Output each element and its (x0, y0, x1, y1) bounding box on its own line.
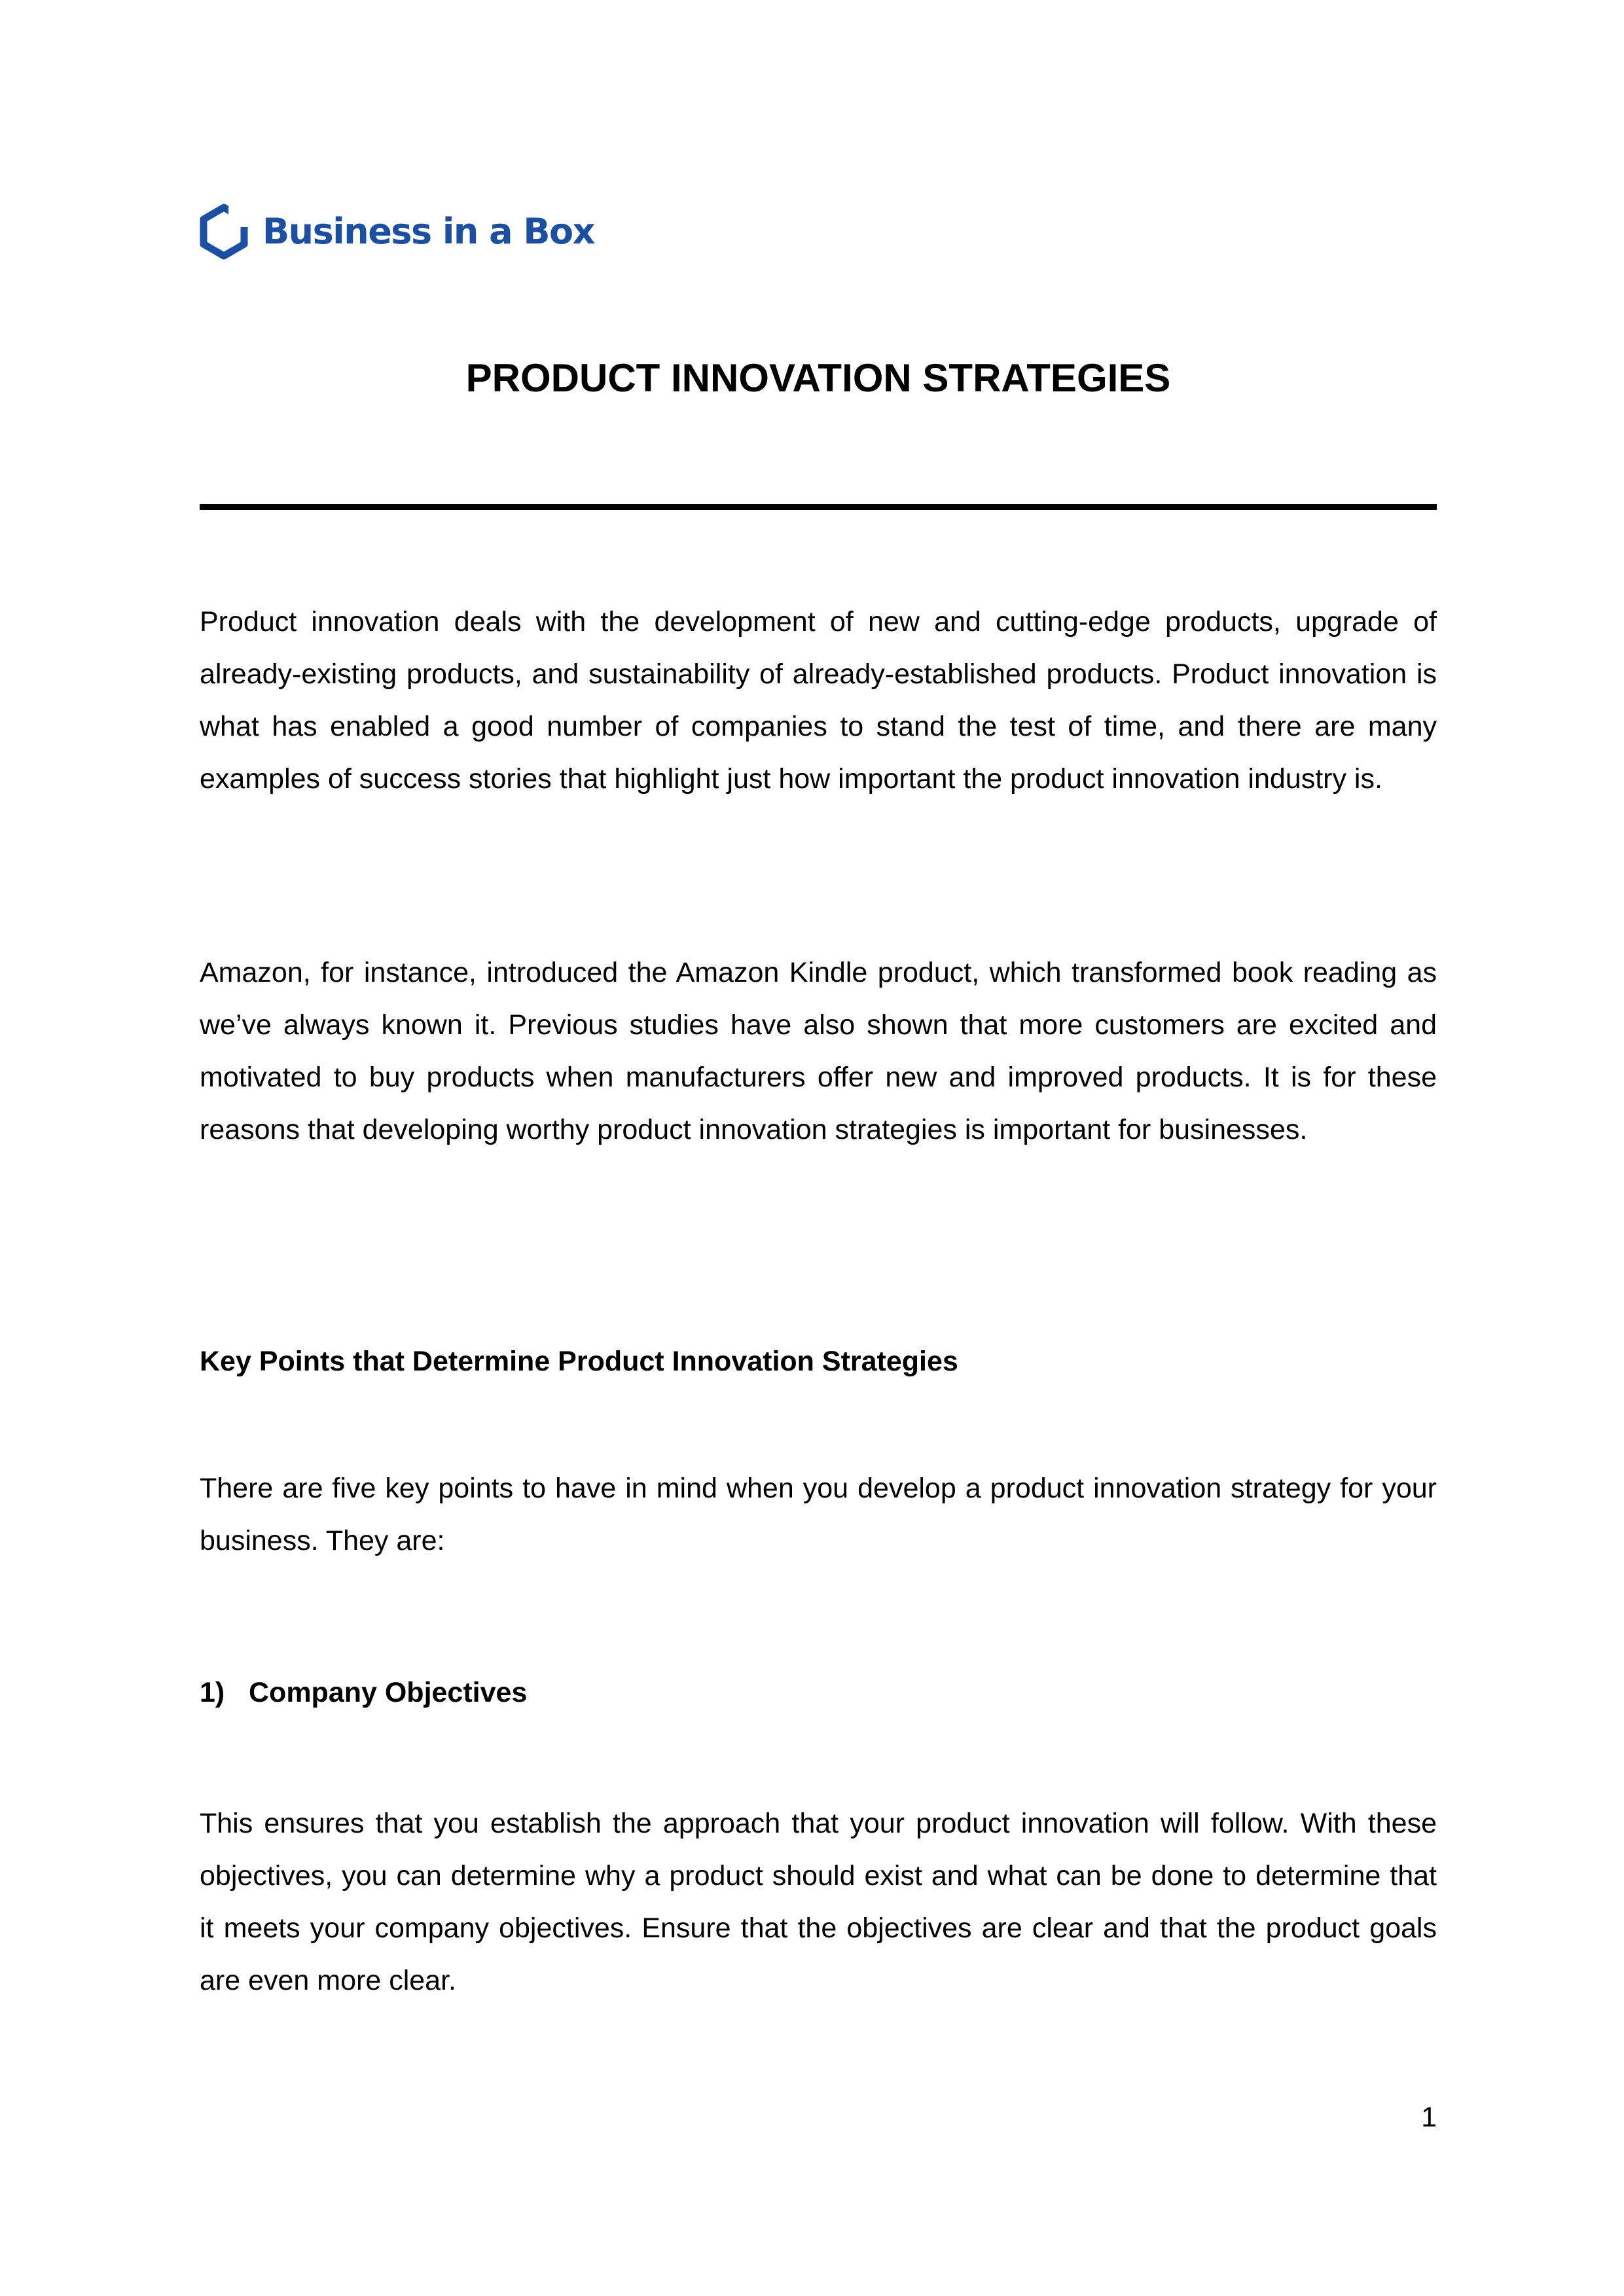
intro-paragraph: Product innovation deals with the development of new and cutting-edge products, upgrade of already-existing products, and sustainability of already-established products. Product innovation is what has enabled a good number of companies to stand the test of time, and there are many examples of success stories that highlight just how important the product innovation industry is. (200, 606, 1437, 795)
hexagon-outline-icon (200, 204, 248, 260)
point-number: 1) (200, 1677, 225, 1708)
section-intro: There are five key points to have in mind when you develop a product innovation strategy for your business. They are: (200, 1473, 1437, 1556)
amazon-paragraph: Amazon, for instance, introduced the Amazon Kindle product, which transformed book reading as we’ve always known it. Previous studies have also shown that more customers are excited and motivated to buy products when manufacturers offer new and improved products. It is for these reasons that developing worthy product innovation strategies is important for businesses. (200, 957, 1437, 1145)
document-title: PRODUCT INNOVATION STRATEGIES (465, 356, 1171, 400)
title-divider (200, 504, 1437, 510)
point-heading (200, 1666, 527, 1719)
section-heading: Key Points that Determine Product Innovation Strategies (200, 1346, 958, 1377)
brand-logo (200, 202, 594, 262)
page-number: 1 (1421, 2102, 1437, 2133)
point-title: Company Objectives (249, 1677, 528, 1708)
brand-name: Business in a Box (262, 211, 594, 252)
point-body: This ensures that you establish the approach that your product innovation will follow. With these objectives, you can determine why a product should exist and what can be done to determine that it meets your company objectives. Ensure that the objectives are clear and that the product goals are even more clear. (200, 1808, 1437, 1996)
